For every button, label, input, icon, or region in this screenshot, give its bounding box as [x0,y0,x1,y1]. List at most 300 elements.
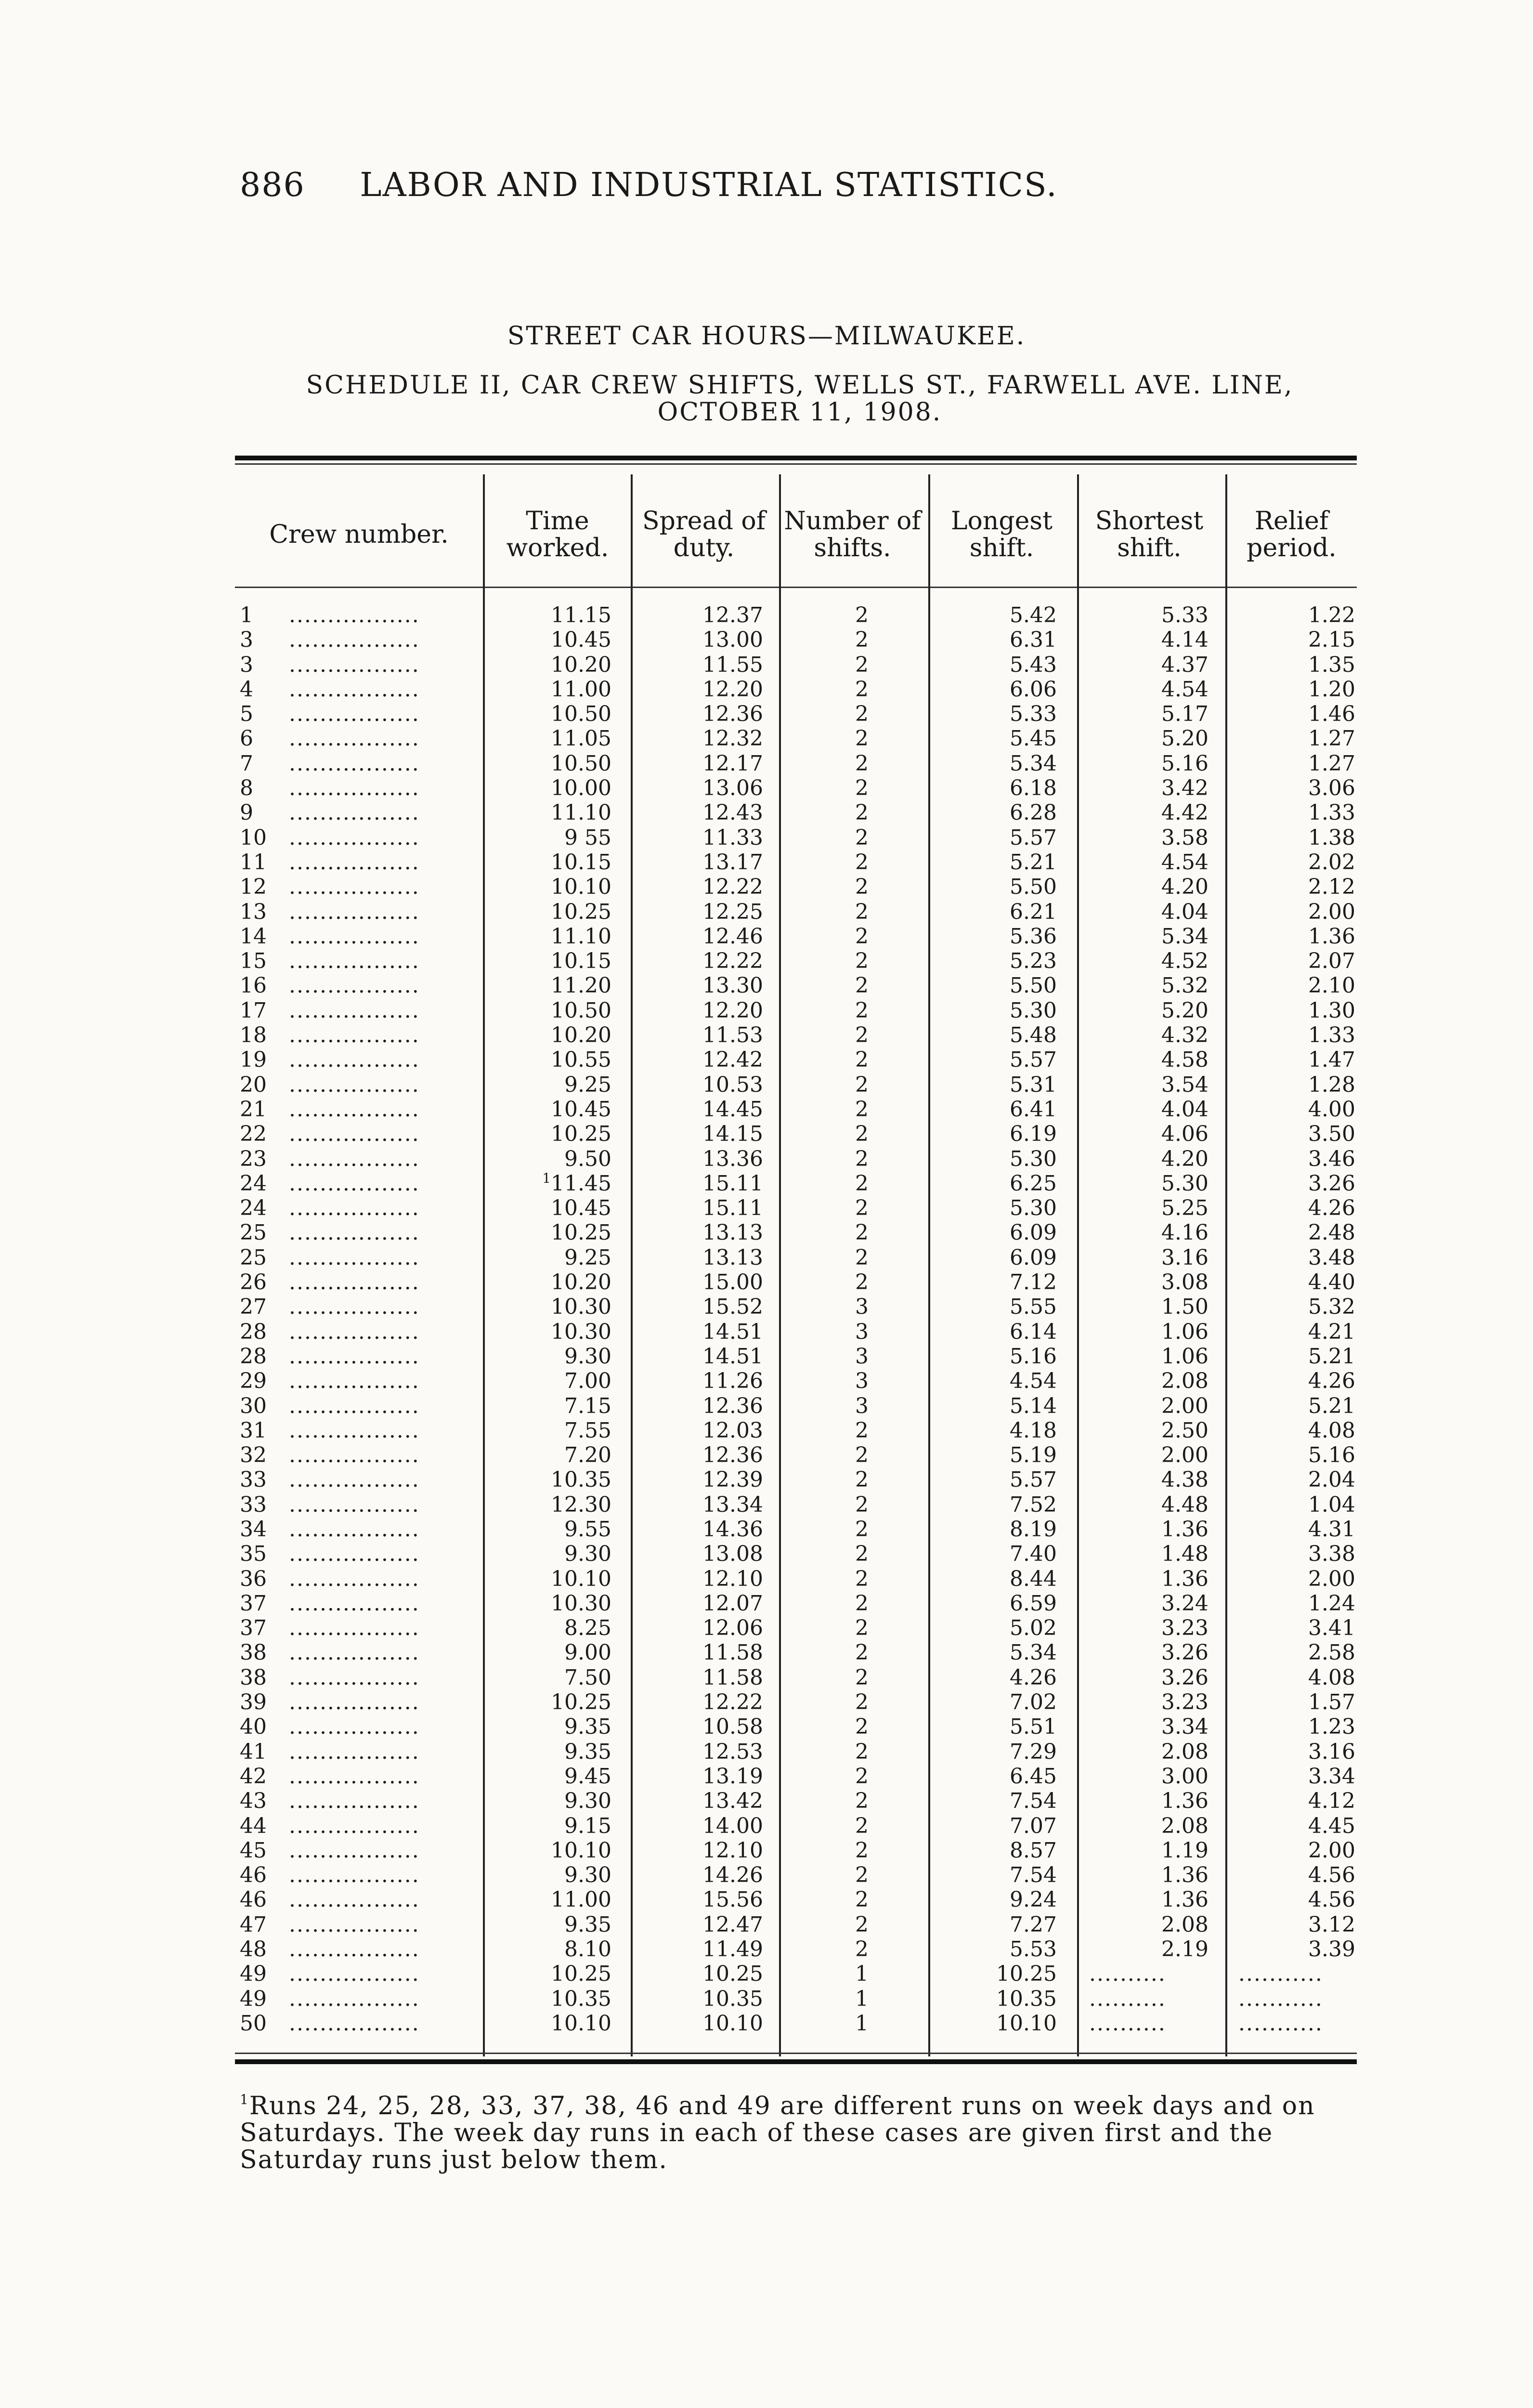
crew-number: 48 [240,1937,267,1962]
spread-of-duty: 12.47 [702,1912,763,1937]
number-of-shifts: 2 [855,1072,869,1097]
table-row [0,973,1533,998]
leader-dots: ................. [289,1220,420,1245]
leader-dots: ................. [289,1319,420,1344]
time-value: 11.45 [551,1171,611,1196]
header-longest-shift: Longest shift. [951,507,1052,563]
spread-of-duty: 12.06 [702,1616,763,1641]
shortest-shift: 4.04 [1161,899,1208,924]
relief-period: 1.04 [1308,1492,1355,1517]
number-of-shifts: 2 [855,1171,869,1196]
leader-dots: ................. [289,1393,420,1418]
spread-of-duty: 12.42 [702,1047,763,1073]
table-bottom-rule-thin [235,2053,1357,2054]
shortest-shift: 4.42 [1161,800,1208,825]
leader-dots: ................. [289,1591,420,1616]
table-row [0,1789,1533,1813]
time-worked: 10.15 [551,850,611,875]
header-bottom-rule [235,587,1357,588]
crew-number: 38 [240,1665,267,1690]
spread-of-duty: 14.51 [702,1319,763,1344]
relief-period: 1.24 [1308,1591,1355,1616]
leader-dots: ................. [289,800,420,825]
relief-period: 2.10 [1308,973,1355,998]
leader-dots: ................. [289,677,420,702]
time-worked: 9.30 [564,1344,611,1369]
spread-of-duty: 12.22 [702,875,763,900]
relief-period: 4.26 [1308,1369,1355,1394]
relief-period: 3.34 [1308,1764,1355,1789]
shortest-shift: 1.36 [1161,1566,1208,1591]
spread-of-duty: 12.39 [702,1467,763,1492]
table-row [0,924,1533,949]
leader-dots: ................. [289,1838,420,1863]
shortest-shift: 4.54 [1161,677,1208,702]
table-row [0,2011,1533,2036]
longest-shift: 7.29 [1010,1739,1057,1764]
crew-number: 28 [240,1319,267,1344]
spread-of-duty: 12.36 [702,1443,763,1468]
shortest-shift: 1.36 [1161,1789,1208,1814]
relief-period: 1.23 [1308,1714,1355,1740]
longest-shift: 5.55 [1010,1295,1057,1320]
longest-shift: 5.34 [1010,751,1057,776]
table-row [0,1665,1533,1690]
number-of-shifts: 3 [855,1393,869,1418]
leader-dots: ................. [289,726,420,751]
crew-number: 47 [240,1912,267,1937]
spread-of-duty: 10.25 [702,1962,763,1987]
shortest-shift: 3.42 [1161,776,1208,801]
number-of-shifts: 3 [855,1319,869,1344]
spread-of-duty: 14.36 [702,1517,763,1542]
relief-period: 1.47 [1308,1047,1355,1073]
relief-period: 4.56 [1308,1887,1355,1912]
time-worked: 11.10 [551,924,611,949]
time-worked: 9.30 [564,1542,611,1567]
number-of-shifts: 2 [855,800,869,825]
time-worked: 7.55 [564,1418,611,1443]
number-of-shifts: 2 [855,875,869,900]
leader-dots: ................. [289,1690,420,1715]
longest-shift: 9.24 [1010,1887,1057,1912]
number-of-shifts: 2 [855,603,869,628]
spread-of-duty: 11.33 [702,825,763,850]
shortest-shift: 5.25 [1161,1196,1208,1221]
relief-period: 1.20 [1308,677,1355,702]
longest-shift: 5.30 [1010,998,1057,1023]
time-worked: 10.30 [551,1591,611,1616]
crew-number: 3 [240,652,253,677]
shortest-shift: 3.23 [1161,1616,1208,1641]
shortest-shift: 1.06 [1161,1319,1208,1344]
spread-of-duty: 12.17 [702,751,763,776]
crew-number: 45 [240,1838,267,1863]
longest-shift: 5.50 [1010,875,1057,900]
number-of-shifts: 2 [855,1418,869,1443]
crew-number: 15 [240,949,267,974]
number-of-shifts: 2 [855,726,869,751]
shortest-shift: 1.48 [1161,1542,1208,1567]
shortest-shift: 4.52 [1161,949,1208,974]
number-of-shifts: 2 [855,1270,869,1295]
spread-of-duty: 11.49 [702,1937,763,1962]
number-of-shifts: 2 [855,1467,869,1492]
time-worked: 7.20 [564,1443,611,1468]
number-of-shifts: 2 [855,1813,869,1838]
time-worked: 10.10 [551,1838,611,1863]
crew-number: 19 [240,1047,267,1073]
longest-shift: 6.21 [1010,899,1057,924]
leader-dots: ................. [289,998,420,1023]
number-of-shifts: 2 [855,1764,869,1789]
time-worked: 10.45 [551,1196,611,1221]
relief-period: 5.16 [1308,1443,1355,1468]
longest-shift: 5.48 [1010,1023,1057,1048]
table-row [0,1023,1533,1047]
footnote-marker: 1 [240,2092,249,2107]
leader-dots: ................. [289,1492,420,1517]
spread-of-duty: 12.25 [702,899,763,924]
longest-shift: 10.35 [996,1986,1057,2011]
spread-of-duty: 10.53 [702,1072,763,1097]
longest-shift: 5.23 [1010,949,1057,974]
spread-of-duty: 12.20 [702,677,763,702]
longest-shift: 7.12 [1010,1270,1057,1295]
number-of-shifts: 2 [855,825,869,850]
number-of-shifts: 2 [855,949,869,974]
table-row [0,825,1533,850]
leader-dots: ................. [289,1962,420,1987]
number-of-shifts: 2 [855,899,869,924]
time-worked: 9.45 [564,1764,611,1789]
spread-of-duty: 12.10 [702,1838,763,1863]
time-worked: 8.25 [564,1616,611,1641]
table-title: STREET CAR HOURS—MILWAUKEE. [507,322,1026,351]
number-of-shifts: 2 [855,1566,869,1591]
time-worked: 11.00 [551,677,611,702]
time-worked: 7.15 [564,1393,611,1418]
time-worked: 9.30 [564,1789,611,1814]
leader-dots: ................. [289,850,420,875]
crew-number: 49 [240,1986,267,2011]
leader-dots: ................. [289,652,420,677]
crew-number: 24 [240,1171,267,1196]
relief-period: 1.46 [1308,702,1355,727]
shortest-shift: 3.26 [1161,1665,1208,1690]
spread-of-duty: 14.00 [702,1813,763,1838]
crew-number: 38 [240,1640,267,1665]
longest-shift: 5.30 [1010,1196,1057,1221]
time-worked: 9.00 [564,1640,611,1665]
crew-number: 33 [240,1467,267,1492]
shortest-shift: 5.32 [1161,973,1208,998]
relief-period: 1.27 [1308,751,1355,776]
spread-of-duty: 12.22 [702,949,763,974]
table-row [0,603,1533,628]
shortest-shift: 3.34 [1161,1714,1208,1740]
longest-shift: 7.02 [1010,1690,1057,1715]
crew-number: 8 [240,776,253,801]
longest-shift: 8.19 [1010,1517,1057,1542]
shortest-shift: 4.14 [1161,628,1208,653]
shortest-shift: 3.54 [1161,1072,1208,1097]
table-row [0,726,1533,751]
shortest-shift: 1.36 [1161,1887,1208,1912]
time-worked: 11.20 [551,973,611,998]
leader-dots: ................. [289,603,420,628]
header-relief-period: Relief period. [1247,507,1337,563]
crew-number: 31 [240,1418,267,1443]
time-worked: 12.30 [551,1492,611,1517]
spread-of-duty: 12.37 [702,603,763,628]
longest-shift: 5.53 [1010,1937,1057,1962]
spread-of-duty: 13.13 [702,1245,763,1270]
longest-shift: 5.02 [1010,1616,1057,1641]
table-row [0,998,1533,1023]
spread-of-duty: 14.45 [702,1097,763,1122]
footnote [240,2093,1362,2173]
shortest-shift: 5.20 [1161,998,1208,1023]
crew-number: 43 [240,1789,267,1814]
header-number-of-shifts: Number of shifts. [784,507,921,563]
table-row [0,1196,1533,1220]
table-row [0,1394,1533,1418]
time-worked: 8.10 [564,1937,611,1962]
table-row [0,900,1533,924]
table-row [0,1047,1533,1072]
shortest-shift: 3.16 [1161,1245,1208,1270]
table-row [0,776,1533,800]
relief-period: 2.12 [1308,875,1355,900]
spread-of-duty: 13.13 [702,1220,763,1245]
leader-dots: ................. [289,1418,420,1443]
spread-of-duty: 10.10 [702,2011,763,2036]
time-worked: 10.50 [551,751,611,776]
time-worked: 10.35 [551,1986,611,2011]
shortest-shift: 4.06 [1161,1122,1208,1147]
table-top-rule-thin [235,463,1357,465]
shortest-shift: 5.30 [1161,1171,1208,1196]
table-row [0,1320,1533,1344]
table-row [0,1492,1533,1517]
relief-period: 2.00 [1308,1838,1355,1863]
relief-period: 4.31 [1308,1517,1355,1542]
table-row [0,1912,1533,1937]
time-worked: 11.10 [551,800,611,825]
shortest-shift: 2.08 [1161,1912,1208,1937]
header-shortest-shift: Shortest shift. [1095,507,1204,563]
crew-number: 10 [240,825,267,850]
longest-shift: 6.59 [1010,1591,1057,1616]
number-of-shifts: 2 [855,1887,869,1912]
time-worked: 10.35 [551,1467,611,1492]
spread-of-duty: 15.52 [702,1295,763,1320]
longest-shift: 6.25 [1010,1171,1057,1196]
leader-dots: ................. [289,1764,420,1789]
crew-number: 25 [240,1245,267,1270]
time-worked: 10.50 [551,702,611,727]
spread-of-duty: 12.22 [702,1690,763,1715]
longest-shift: 7.52 [1010,1492,1057,1517]
crew-number: 41 [240,1739,267,1764]
shortest-shift: 2.50 [1161,1418,1208,1443]
time-worked: 10.10 [551,875,611,900]
table-row [0,702,1533,726]
table-row [0,875,1533,899]
shortest-shift: 2.19 [1161,1937,1208,1962]
leader-dots: ................. [289,1542,420,1567]
longest-shift: 5.50 [1010,973,1057,998]
number-of-shifts: 2 [855,1640,869,1665]
crew-number: 27 [240,1295,267,1320]
leader-dots: ................. [289,1986,420,2011]
crew-number: 4 [240,677,253,702]
table-row [0,1220,1533,1245]
crew-number: 21 [240,1097,267,1122]
leader-dots: ................. [289,1097,420,1122]
relief-period: 5.32 [1308,1295,1355,1320]
number-of-shifts: 2 [855,628,869,653]
time-worked: 9.25 [564,1072,611,1097]
spread-of-duty: 13.36 [702,1146,763,1171]
number-of-shifts: 3 [855,1344,869,1369]
shortest-shift: 2.00 [1161,1393,1208,1418]
leader-dots: ................. [289,1714,420,1740]
number-of-shifts: 2 [855,1665,869,1690]
relief-period: 1.57 [1308,1690,1355,1715]
longest-shift: 6.31 [1010,628,1057,653]
time-worked: 10.00 [551,776,611,801]
number-of-shifts: 2 [855,1047,869,1073]
leader-dots: ................. [289,1270,420,1295]
relief-period: 3.46 [1308,1146,1355,1171]
number-of-shifts: 2 [855,677,869,702]
time-worked: 10.55 [551,1047,611,1073]
shortest-shift: 2.08 [1161,1369,1208,1394]
shortest-shift: 1.36 [1161,1863,1208,1888]
number-of-shifts: 2 [855,1517,869,1542]
relief-period: 1.27 [1308,726,1355,751]
crew-number: 33 [240,1492,267,1517]
spread-of-duty: 14.15 [702,1122,763,1147]
leader-dots: ................. [289,899,420,924]
leader-dots: ................. [289,1863,420,1888]
relief-period: 4.21 [1308,1319,1355,1344]
time-worked: 10.25 [551,899,611,924]
table-row [0,1863,1533,1887]
spread-of-duty: 13.00 [702,628,763,653]
shortest-shift: 3.26 [1161,1640,1208,1665]
time-worked: 10.30 [551,1319,611,1344]
relief-period: 2.58 [1308,1640,1355,1665]
relief-period: 4.26 [1308,1196,1355,1221]
relief-period: 1.22 [1308,603,1355,628]
number-of-shifts: 2 [855,1542,869,1567]
longest-shift: 6.45 [1010,1764,1057,1789]
table-row [0,1295,1533,1319]
leader-dots: ................. [289,924,420,949]
leader-dots: ................. [289,1072,420,1097]
number-of-shifts: 1 [855,1986,869,2011]
longest-shift: 5.16 [1010,1344,1057,1369]
crew-number: 18 [240,1023,267,1048]
relief-period: ........... [1238,1962,1323,1987]
relief-period: 3.26 [1308,1171,1355,1196]
longest-shift: 7.54 [1010,1789,1057,1814]
table-row [0,800,1533,825]
shortest-shift: 3.08 [1161,1270,1208,1295]
table-row [0,1270,1533,1295]
crew-number: 26 [240,1270,267,1295]
relief-period: 1.35 [1308,652,1355,677]
relief-period: 4.08 [1308,1418,1355,1443]
leader-dots: ................. [289,1937,420,1962]
spread-of-duty: 11.58 [702,1640,763,1665]
time-worked: 9.35 [564,1714,611,1740]
relief-period: 3.50 [1308,1122,1355,1147]
crew-number: 22 [240,1122,267,1147]
spread-of-duty: 13.30 [702,973,763,998]
crew-number: 44 [240,1813,267,1838]
shortest-shift: 5.20 [1161,726,1208,751]
relief-period: 2.04 [1308,1467,1355,1492]
relief-period: 2.00 [1308,1566,1355,1591]
relief-period: 5.21 [1308,1393,1355,1418]
leader-dots: ................. [289,628,420,653]
leader-dots: ................. [289,1047,420,1073]
spread-of-duty: 12.43 [702,800,763,825]
shortest-shift: 4.37 [1161,652,1208,677]
relief-period: ........... [1238,1986,1323,2011]
number-of-shifts: 3 [855,1295,869,1320]
longest-shift: 5.45 [1010,726,1057,751]
time-worked: 10.25 [551,1690,611,1715]
shortest-shift: 2.08 [1161,1813,1208,1838]
table-row [0,1591,1533,1616]
leader-dots: ................. [289,1122,420,1147]
longest-shift: 7.40 [1010,1542,1057,1567]
longest-shift: 5.31 [1010,1072,1057,1097]
spread-of-duty: 12.36 [702,1393,763,1418]
number-of-shifts: 2 [855,1220,869,1245]
crew-number: 1 [240,603,253,628]
time-worked: 10.10 [551,1566,611,1591]
number-of-shifts: 2 [855,1912,869,1937]
spread-of-duty: 12.20 [702,998,763,1023]
relief-period: 4.00 [1308,1097,1355,1122]
relief-period: 2.15 [1308,628,1355,653]
number-of-shifts: 2 [855,973,869,998]
time-worked: 10.20 [551,1270,611,1295]
relief-period: 2.07 [1308,949,1355,974]
leader-dots: ................. [289,1245,420,1270]
table-row [0,1814,1533,1838]
leader-dots: ................. [289,1640,420,1665]
time-worked: 9.35 [564,1912,611,1937]
crew-number: 25 [240,1220,267,1245]
crew-number: 42 [240,1764,267,1789]
table-row [0,1344,1533,1369]
crew-number: 6 [240,726,253,751]
time-worked: 10.25 [551,1122,611,1147]
shortest-shift: 4.04 [1161,1097,1208,1122]
relief-period: 1.30 [1308,998,1355,1023]
crew-number: 29 [240,1369,267,1394]
table-row [0,1542,1533,1566]
spread-of-duty: 10.35 [702,1986,763,2011]
table-row [0,1987,1533,2011]
